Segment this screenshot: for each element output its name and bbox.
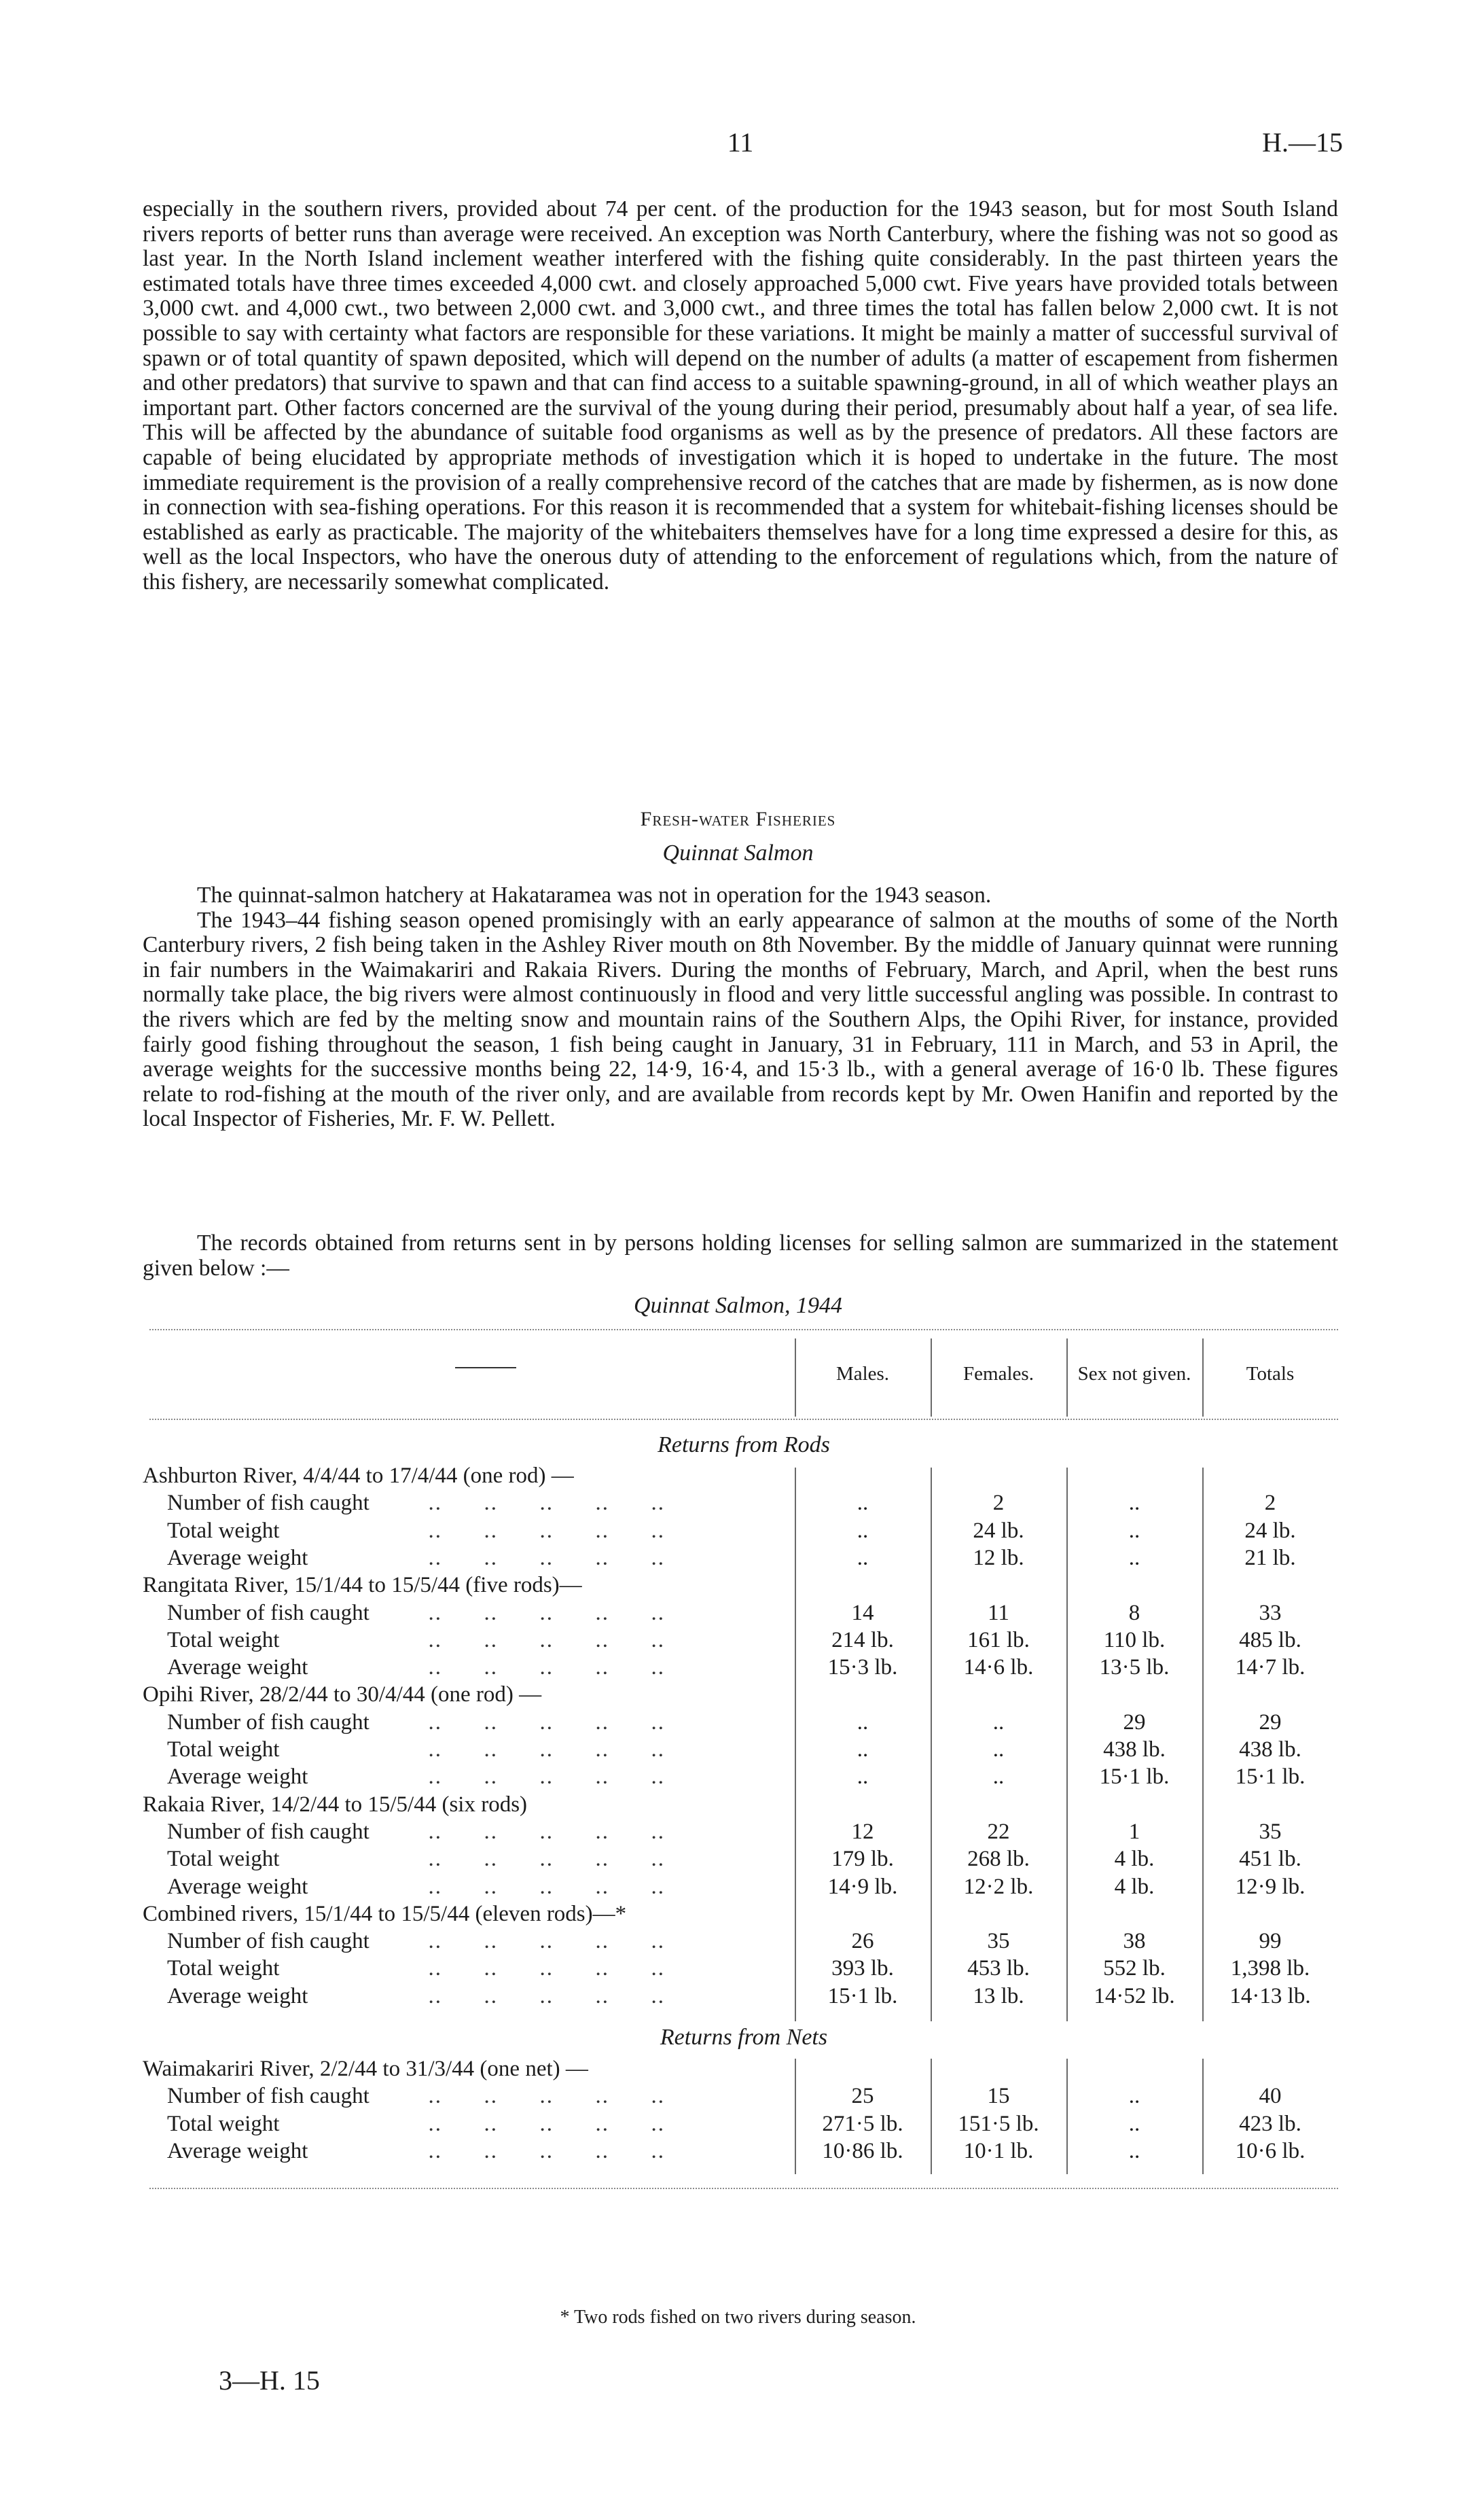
cell-sex-not-given: 552 lb. [1103,1956,1166,1981]
cell-totals: 33 [1259,1600,1282,1625]
paragraph-hatchery: The quinnat-salmon hatchery at Hakataramea was not in operation for the 1943 season. [197,883,992,908]
cell-females: 268 lb. [967,1847,1030,1872]
table-row [143,2110,1345,2137]
column-header-totals: Totals [1246,1363,1295,1385]
cell-totals: 14·13 lb. [1229,1983,1311,2008]
table-row [143,2137,1345,2165]
table-row [143,1873,1345,1900]
dot-leader: .. .. .. .. .. [414,1600,665,1625]
section-heading-fresh-water: Fresh-water Fisheries [640,808,836,830]
table-row [143,1763,1345,1790]
cell-males: 179 lb. [831,1847,894,1872]
table-header-rule [149,1419,1338,1420]
dot-leader: .. .. .. .. .. [414,1764,665,1790]
table-group-row [143,1572,1345,1599]
table-footnote: * Two rods fished on two rivers during season. [560,2307,916,2328]
paragraph-fishing-season: The 1943–44 fishing season opened promisingly with an early appearance of salmon at the mouths of some of the North Canterbury rivers, 2 fish being taken in the Ashley River mouth on 8th November. By the middle of January quinnat were running in fair numbers in the Waimakariri and Rakaia Rivers. During the months of February, March, and April, when the best runs normally take place, the big rivers were almost continuously in flood and very little successful angling was possible. In contrast to the rivers which are fed by the melting snow and mountain rains of the Southern Alps, the Opihi River, for instance, provided fairly good fishing throughout the season, 1 fish being caught in January, 31 in February, 111 in March, and 53 in April, the average weights for the successive months being 22, 14·9, 16·4, and 15·3 lb., with a general average of 16·0 lb. These figures relate to rod-fishing at the mouth of the river only, and are available from records kept by Mr. Owen Hanifin and reported by the local Inspector of Fisheries, Mr. F. W. Pellett. [143,907,1338,1132]
dot-leader: .. .. .. .. .. [414,1874,665,1899]
row-label: Average weight [167,1874,308,1899]
header-divider [795,1338,796,1417]
cell-sex-not-given: 38 [1123,1929,1146,1954]
cell-sex-not-given: 110 lb. [1103,1627,1166,1652]
cell-males: 15·3 lb. [827,1655,898,1680]
row-label: Number of fish caught [167,1491,370,1516]
dot-leader: .. .. .. .. .. [414,1709,665,1735]
dot-leader: .. .. .. .. .. [414,1627,665,1652]
cell-males: 14 [851,1600,874,1625]
document-code: H.—15 [1262,127,1343,158]
dot-leader: .. .. .. .. .. [414,1545,665,1570]
table-row [143,1818,1345,1845]
table-row [143,1489,1345,1516]
table-group-row [143,1462,1345,1489]
cell-females: 11 [988,1600,1009,1625]
dot-leader: .. .. .. .. .. [414,1491,665,1516]
dot-leader: .. .. .. .. .. [414,1518,665,1543]
table-row [143,2082,1345,2110]
cell-males: 14·9 lb. [827,1874,898,1899]
cell-females: 35 [987,1929,1010,1954]
row-label: Average weight [167,1545,308,1570]
column-header-sex-not-given: Sex not given. [1077,1363,1191,1385]
cell-sex-not-given: 438 lb. [1103,1737,1166,1762]
cell-totals: 29 [1259,1709,1282,1735]
cell-sex-not-given: 29 [1123,1709,1146,1735]
section-returns-rods: Returns from Rods [658,1432,830,1457]
cell-males: 25 [851,2084,874,2109]
cell-males: .. [857,1545,869,1570]
row-label: Total weight [167,1737,280,1762]
paragraph-records: The records obtained from returns sent in by persons holding licenses for selling salmon are summarized in the statement given below :— [143,1230,1338,1281]
cell-females: 12 lb. [973,1545,1024,1570]
cell-males: 10·86 lb. [822,2138,903,2163]
cell-males: .. [857,1518,869,1543]
dot-leader: .. .. .. .. .. [414,1983,665,2008]
stub-dash [455,1367,516,1368]
cell-sex-not-given: .. [1128,2084,1140,2109]
cell-males: .. [857,1491,869,1516]
cell-females: 161 lb. [967,1627,1030,1652]
table-row [143,1627,1345,1654]
cell-females: 2 [992,1491,1005,1516]
table-group-row [143,1681,1345,1708]
cell-females: .. [992,1737,1005,1762]
row-label: Number of fish caught [167,1819,370,1844]
table-row [143,1955,1345,1982]
cell-sex-not-given: 4 lb. [1114,1874,1155,1899]
cell-totals: 35 [1259,1819,1282,1844]
group-label: Rakaia River, 14/2/44 to 15/5/44 (six rods) [143,1792,528,1817]
table-group-row [143,1900,1345,1928]
group-label: Rangitata River, 15/1/44 to 15/5/44 (five rods)— [143,1573,582,1598]
cell-sex-not-given: 1 [1128,1819,1140,1844]
cell-totals: 99 [1259,1929,1282,1954]
table-row [143,1928,1345,1955]
table-title: Quinnat Salmon, 1944 [634,1293,842,1318]
cell-males: 26 [851,1929,874,1954]
header-divider [1202,1338,1204,1417]
cell-females: 12·2 lb. [963,1874,1034,1899]
cell-females: .. [992,1764,1005,1790]
cell-sex-not-given: 15·1 lb. [1099,1764,1170,1790]
table-group-row [143,2055,1345,2082]
row-label: Total weight [167,1518,280,1543]
dot-leader: .. .. .. .. .. [414,2084,665,2109]
section-returns-nets: Returns from Nets [660,2025,828,2050]
row-label: Number of fish caught [167,1929,370,1954]
cell-totals: 451 lb. [1239,1847,1301,1872]
row-label: Average weight [167,1983,308,2008]
cell-males: .. [857,1709,869,1735]
table-row [143,1736,1345,1763]
cell-totals: 21 lb. [1244,1545,1296,1570]
row-label: Average weight [167,1655,308,1680]
dot-leader: .. .. .. .. .. [414,1819,665,1844]
cell-females: .. [992,1709,1005,1735]
salmon-table [143,1325,1345,2310]
row-label: Number of fish caught [167,1600,370,1625]
table-row [143,1654,1345,1681]
cell-totals: 438 lb. [1239,1737,1301,1762]
dot-leader: .. .. .. .. .. [414,1847,665,1872]
cell-females: 24 lb. [973,1518,1024,1543]
cell-totals: 14·7 lb. [1235,1655,1306,1680]
group-label: Waimakariri River, 2/2/44 to 31/3/44 (one net) — [143,2057,588,2081]
cell-sex-not-given: 8 [1128,1600,1140,1625]
dot-leader: .. .. .. .. .. [414,1929,665,1954]
cell-males: 12 [851,1819,874,1844]
group-label: Combined rivers, 15/1/44 to 15/5/44 (eleven rods)—* [143,1901,627,1926]
cell-totals: 423 lb. [1239,2111,1301,2136]
cell-totals: 12·9 lb. [1235,1874,1306,1899]
table-row [143,1517,1345,1544]
cell-totals: 1,398 lb. [1230,1956,1310,1981]
cell-totals: 40 [1259,2084,1282,2109]
column-header-females: Females. [963,1363,1034,1385]
cell-sex-not-given: 4 lb. [1114,1847,1155,1872]
header-divider [931,1338,932,1417]
table-row [143,1845,1345,1873]
dot-leader: .. .. .. .. .. [414,1956,665,1981]
row-label: Total weight [167,1956,280,1981]
row-label: Number of fish caught [167,2084,370,2109]
cell-sex-not-given: .. [1128,1518,1140,1543]
dot-leader: .. .. .. .. .. [414,2111,665,2136]
cell-totals: 2 [1264,1491,1276,1516]
row-label: Total weight [167,1847,280,1872]
paragraph-whitebait: especially in the southern rivers, provided about 74 per cent. of the production for the 1943 season, but for most South Island rivers reports of better runs than average were received. An exception was North Canterbury, where the fishing was not so good as last year. In the North Island inclement weather interfered with the fishing quite considerably. In the past thirteen years the estimated totals have three times exceeded 4,000 cwt. and closely approached 5,000 cwt. Five years have provided totals between 3,000 cwt. and 4,000 cwt., two between 2,000 cwt. and 3,000 cwt., and three times the total has fallen below 2,000 cwt. It is not possible to say with certainty what factors are responsible for these variations. It might be mainly a matter of successful survival of spawn or of total quantity of spawn deposited, which will depend on the number of adults (a matter of escapement from fishermen and other predators) that survive to spawn and that can find access to a suitable spawning-ground, in all of which weather plays an important part. Other factors concerned are the survival of the young during their period, presumably about half a year, of sea life. This will be affected by the abundance of suitable food organisms as well as by the presence of predators. All these factors are capable of being elucidated by appropriate methods of investigation which it is hoped to undertake in the future. The most immediate requirement is the provision of a really comprehensive record of the catches that are made by fishermen, as is now done in connection with sea-fishing operations. For this reason it is recommended that a system for whitebait-fishing licenses should be established as early as practicable. The majority of the whitebaiters themselves have for a long time expressed a desire for this, as well as the local Inspectors, who have the onerous duty of attending to the enforcement of regulations which, from the nature of this fishery, are necessarily somewhat complicated. [143,196,1338,594]
row-label: Total weight [167,2111,280,2136]
page-signature: 3—H. 15 [219,2365,320,2396]
table-row [143,1599,1345,1627]
cell-females: 10·1 lb. [963,2138,1034,2163]
cell-sex-not-given: .. [1128,1491,1140,1516]
cell-females: 13 lb. [973,1983,1024,2008]
cell-males: 15·1 lb. [827,1983,898,2008]
column-header-males: Males. [835,1363,890,1385]
cell-sex-not-given: 14·52 lb. [1094,1983,1175,2008]
group-label: Ashburton River, 4/4/44 to 17/4/44 (one rod) — [143,1463,574,1488]
row-label: Number of fish caught [167,1709,370,1735]
row-label: Average weight [167,1764,308,1790]
dot-leader: .. .. .. .. .. [414,1655,665,1680]
cell-sex-not-given: 13·5 lb. [1099,1655,1170,1680]
table-bottom-rule [149,2188,1338,2189]
group-label: Opihi River, 28/2/44 to 30/4/44 (one rod) — [143,1682,542,1707]
table-group-row [143,1791,1345,1818]
cell-totals: 10·6 lb. [1235,2138,1306,2163]
table-row [143,1983,1345,2010]
cell-males: .. [857,1737,869,1762]
cell-females: 453 lb. [967,1956,1030,1981]
cell-males: 214 lb. [831,1627,894,1652]
cell-totals: 485 lb. [1239,1627,1301,1652]
cell-sex-not-given: .. [1128,1545,1140,1570]
table-row [143,1544,1345,1572]
cell-females: 151·5 lb. [958,2111,1039,2136]
cell-males: 271·5 lb. [822,2111,903,2136]
cell-females: 14·6 lb. [963,1655,1034,1680]
row-label: Average weight [167,2138,308,2163]
subheading-quinnat-salmon: Quinnat Salmon [662,840,814,866]
dot-leader: .. .. .. .. .. [414,1737,665,1762]
table-row [143,1709,1345,1736]
cell-males: .. [857,1764,869,1790]
header-divider [1066,1338,1068,1417]
cell-totals: 15·1 lb. [1235,1764,1306,1790]
dot-leader: .. .. .. .. .. [414,2138,665,2163]
cell-sex-not-given: .. [1128,2111,1140,2136]
cell-females: 22 [987,1819,1010,1844]
cell-females: 15 [987,2084,1010,2109]
cell-males: 393 lb. [831,1956,894,1981]
cell-sex-not-given: .. [1128,2138,1140,2163]
page-number: 11 [727,127,754,158]
cell-totals: 24 lb. [1244,1518,1296,1543]
row-label: Total weight [167,1627,280,1652]
table-top-rule [149,1329,1338,1330]
